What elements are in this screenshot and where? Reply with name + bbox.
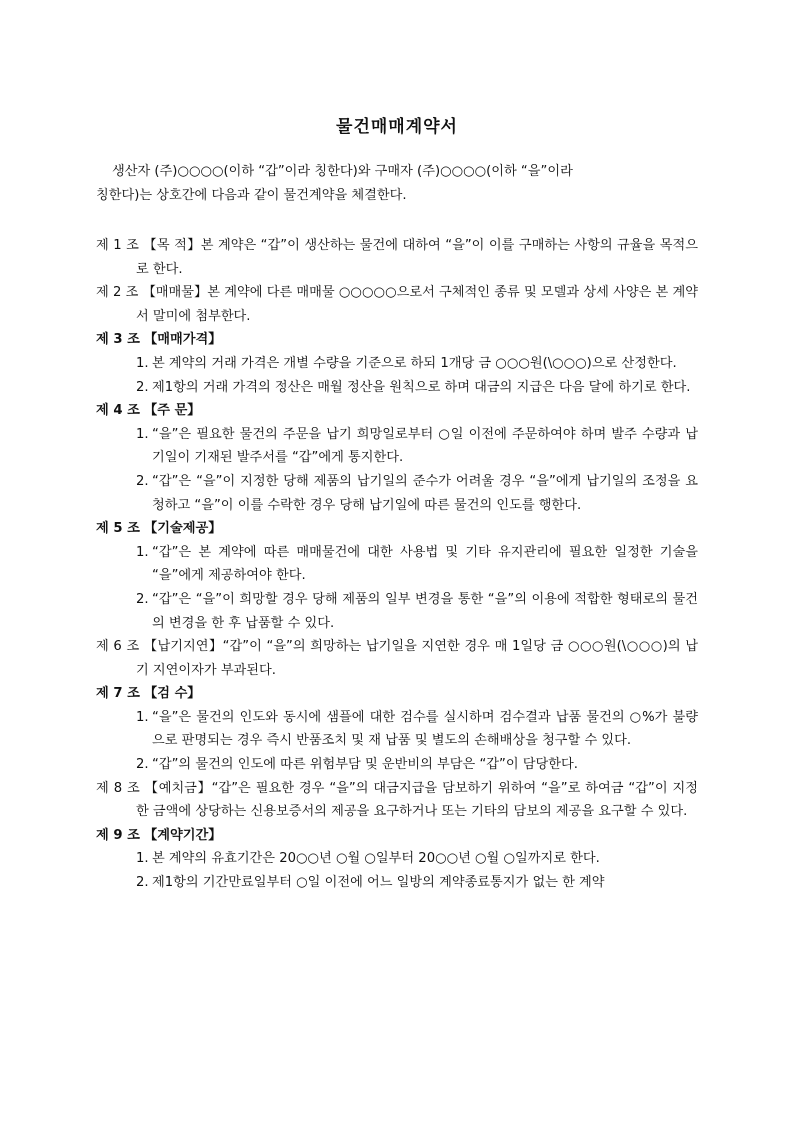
article-number: 제 5 조 [96, 521, 140, 537]
article-7-item-1 [96, 706, 698, 753]
article-9-item-2 [96, 871, 698, 895]
item-number: 2. [136, 875, 149, 891]
article-4-item-1 [96, 423, 698, 470]
article-1 [96, 234, 698, 281]
article-heading: 【검 수】 [144, 686, 201, 702]
article-5-item-2 [96, 588, 698, 635]
intro-paragraph [96, 160, 698, 208]
article-number: 제 9 조 [96, 827, 140, 843]
intro-line-2: 칭한다)는 상호간에 다음과 같이 물건계약을 체결한다. [96, 188, 407, 203]
item-text: “갑”은 “을”이 지정한 당해 제품의 납기일의 준수가 어려울 경우 “을”에게 납기일의 조정을 요청하고 “을”이 이를 수락한 경우 당해 납기일에 따른 물건의 인도를 행한다. [152, 473, 698, 513]
item-text: 본 계약의 유효기간은 20○○년 ○월 ○일부터 20○○년 ○월 ○일까지로 한다. [152, 851, 600, 867]
item-number: 1. [136, 851, 149, 867]
article-text: 본 계약에 다른 매매물 ○○○○○으로서 구체적인 종류 및 모델과 상세 사양은 본 계약서 말미에 첨부한다. [136, 285, 698, 324]
article-7-heading [96, 682, 698, 706]
article-6 [96, 635, 698, 682]
article-heading: 【예치금】 [144, 780, 212, 796]
article-2 [96, 281, 698, 328]
article-5-heading [96, 517, 698, 541]
item-text: 본 계약의 거래 가격은 개별 수량을 기준으로 하되 1개당 금 ○○○원(\○○○)으로 산정한다. [152, 355, 677, 371]
item-number: 1. [136, 355, 149, 371]
article-9-heading [96, 824, 698, 848]
item-number: 2. [136, 379, 149, 395]
item-text: 제1항의 기간만료일부터 ○일 이전에 어느 일방의 계약종료통지가 없는 한 계약 [152, 875, 605, 891]
item-number: 2. [136, 473, 149, 489]
item-text: 제1항의 거래 가격의 정산은 매월 정산을 원칙으로 하며 대금의 지급은 다음 달에 하기로 한다. [152, 379, 691, 395]
article-number: 제 2 조 [96, 285, 139, 301]
article-heading: 【계약기간】 [144, 827, 222, 843]
item-number: 1. [136, 709, 149, 725]
article-3-item-1 [96, 352, 698, 376]
article-heading: 【매매물】 [142, 285, 208, 301]
article-heading: 【주 문】 [144, 403, 201, 419]
article-3-item-2 [96, 376, 698, 400]
item-number: 2. [136, 591, 149, 607]
item-text: “을”은 물건의 인도와 동시에 샘플에 대한 검수를 실시하며 검수결과 납품 물건의 ○%가 불량으로 판명되는 경우 즉시 반품조치 및 재 납품 및 별도의 손해배상을 청구할 수 있다. [152, 709, 698, 749]
article-number: 제 1 조 [96, 238, 139, 253]
item-number: 1. [136, 426, 149, 442]
item-number: 2. [136, 757, 149, 773]
article-4-item-2 [96, 470, 698, 517]
article-3-heading [96, 328, 698, 352]
article-number: 제 6 조 [96, 639, 140, 655]
item-text: “갑”은 “을”이 희망할 경우 당해 제품의 일부 변경을 통한 “을”의 이용에 적합한 형태로의 물건의 변경을 한 후 납품할 수 있다. [152, 591, 698, 631]
item-text: “을”은 필요한 물건의 주문을 납기 희망일로부터 ○일 이전에 주문하여야 하며 발주 수량과 납기일이 기재된 발주서를 “갑”에게 통지한다. [152, 426, 698, 466]
article-number: 제 7 조 [96, 686, 140, 702]
item-text: “갑”의 물건의 인도에 따른 위험부담 및 운반비의 부담은 “갑”이 담당한다. [152, 757, 578, 773]
article-heading: 【목 적】 [143, 238, 201, 253]
item-text: “갑”은 본 계약에 따른 매매물건에 대한 사용법 및 기타 유지관리에 필요한 일정한 기술을 “을”에게 제공하여야 한다. [152, 544, 698, 584]
article-text: “갑”이 “을”의 희망하는 납기일을 지연한 경우 매 1일당 금 ○○○원(\○○○)의 납기 지연이자가 부과된다. [136, 639, 698, 678]
article-heading: 【매매가격】 [144, 332, 222, 348]
intro-line-1: 생산자 (주)○○○○(이하 “갑”이라 칭한다)와 구매자 (주)○○○○(이하 “을”이라 [112, 164, 573, 179]
article-number: 제 8 조 [96, 780, 140, 796]
article-number: 제 4 조 [96, 403, 140, 419]
document-title: 물건매매계약서 [336, 117, 458, 137]
article-9-item-1 [96, 847, 698, 871]
article-text: “갑”은 필요한 경우 “을”의 대금지급을 담보하기 위하여 “을”로 하여금 “갑”이 지정한 금액에 상당하는 신용보증서의 제공을 요구하거나 또는 기타의 담보의 제공을 요구할 수 있다. [136, 780, 699, 820]
articles-body [96, 234, 698, 895]
article-text: 본 계약은 “갑”이 생산하는 물건에 대하여 “을”이 이를 구매하는 사항의 규율을 목적으로 한다. [136, 238, 699, 277]
article-4-heading [96, 399, 698, 423]
article-number: 제 3 조 [96, 332, 140, 348]
article-heading: 【기술제공】 [144, 521, 222, 537]
item-number: 1. [136, 544, 149, 560]
article-heading: 【납기지연】 [143, 639, 223, 655]
article-8 [96, 777, 698, 824]
article-7-item-2 [96, 753, 698, 777]
article-5-item-1 [96, 541, 698, 588]
